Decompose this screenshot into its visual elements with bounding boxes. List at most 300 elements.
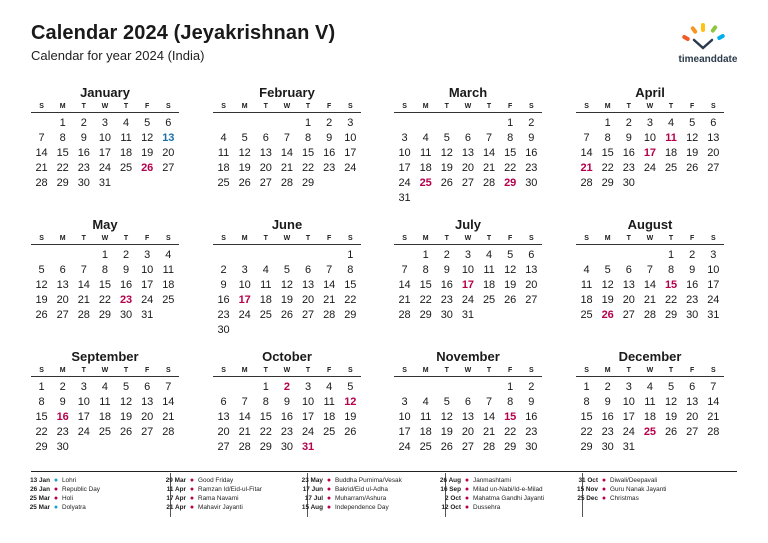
day-cell: 11 (99, 396, 111, 408)
month-name: February (259, 85, 315, 100)
day-cell: 24 (344, 162, 357, 174)
holiday-entry (574, 485, 666, 494)
day-cell: 18 (119, 147, 133, 159)
day-cell: 25 (643, 426, 657, 438)
day-cell: 17 (141, 279, 154, 291)
day-cell: 23 (280, 426, 294, 438)
day-cell: 27 (622, 309, 635, 321)
day-cell: 18 (323, 411, 336, 423)
day-cell: 29 (301, 177, 315, 189)
day-cell: 26 (504, 294, 517, 306)
day-grid (213, 377, 361, 455)
day-cell: 30 (525, 177, 538, 189)
day-cell: 23 (56, 426, 69, 438)
day-cell: 16 (119, 279, 133, 291)
holiday-name: Lohri (62, 477, 77, 484)
weekday-label: T (305, 235, 311, 242)
holiday-name: Good Friday (198, 477, 234, 484)
day-blank (213, 380, 234, 395)
weekday-label: S (347, 103, 353, 110)
day-cell: 16 (440, 279, 453, 291)
day-cell: 11 (665, 132, 677, 144)
holiday-date: 31 Oct (578, 477, 598, 484)
day-cell: 25 (580, 309, 593, 321)
day-cell: 25 (323, 426, 336, 438)
day-cell: 9 (123, 264, 130, 276)
weekday-label: F (327, 235, 332, 242)
weekday-label: M (59, 235, 66, 242)
day-blank (52, 248, 73, 263)
day-cell: 24 (301, 426, 315, 438)
day-cell: 21 (35, 162, 48, 174)
day-blank (394, 380, 415, 395)
bullet-icon: ● (326, 486, 332, 493)
day-cell: 28 (482, 177, 496, 189)
weekday-label: F (690, 235, 695, 242)
weekday-label: W (464, 367, 472, 374)
day-cell: 8 (59, 132, 66, 144)
day-cell: 2 (528, 117, 535, 129)
day-cell: 21 (77, 294, 90, 306)
day-cell: 17 (398, 426, 411, 438)
holiday-name: Bakrid/Eid ul-Adha (335, 486, 388, 493)
day-cell: 11 (323, 396, 335, 408)
weekday-label: W (101, 367, 109, 374)
day-cell: 21 (482, 162, 496, 174)
day-cell: 29 (580, 441, 593, 453)
day-cell: 26 (238, 177, 251, 189)
day-cell: 22 (301, 162, 315, 174)
day-cell: 28 (238, 441, 251, 453)
day-cell: 8 (38, 396, 45, 408)
holiday-date: 25 Mar (29, 504, 50, 511)
day-cell: 13 (461, 147, 475, 159)
holiday-entry (26, 476, 100, 485)
day-cell: 18 (419, 426, 432, 438)
weekday-label: S (165, 235, 171, 242)
day-cell: 23 (440, 294, 453, 306)
day-cell: 21 (398, 294, 411, 306)
month-name: April (635, 85, 665, 100)
weekday-label: S (39, 235, 44, 242)
day-cell: 30 (56, 441, 69, 453)
day-cell: 15 (344, 279, 357, 291)
day-cell: 31 (622, 441, 635, 453)
day-cell: 25 (482, 294, 496, 306)
day-cell: 22 (580, 426, 593, 438)
day-cell: 4 (422, 132, 429, 144)
day-cell: 24 (141, 294, 154, 306)
day-cell: 9 (528, 132, 535, 144)
bullet-icon: ● (464, 486, 470, 493)
holiday-date: 26 Jan (30, 486, 50, 493)
month-name: March (448, 85, 488, 100)
day-cell: 24 (643, 162, 657, 174)
weekday-label: T (626, 367, 631, 374)
day-cell: 2 (220, 264, 227, 276)
day-cell: 3 (305, 381, 312, 393)
day-cell: 25 (119, 162, 133, 174)
day-cell: 27 (707, 162, 720, 174)
day-cell: 5 (443, 396, 450, 408)
day-cell: 14 (280, 147, 294, 159)
bullet-icon: ● (464, 504, 470, 511)
holiday-entry (299, 503, 402, 512)
weekday-label: S (347, 235, 353, 242)
day-cell: 14 (707, 396, 720, 408)
day-cell: 27 (301, 309, 315, 321)
day-cell: 17 (98, 147, 112, 159)
day-cell: 12 (119, 396, 133, 408)
holiday-column (299, 476, 402, 512)
holiday-name: Mahavir Jayanti (198, 504, 243, 511)
holiday-entry (26, 503, 100, 512)
bullet-icon: ● (464, 477, 470, 484)
day-cell: 2 (283, 381, 290, 393)
day-cell: 20 (622, 294, 635, 306)
day-cell: 5 (144, 117, 151, 129)
day-cell: 18 (580, 294, 593, 306)
day-cell: 26 (119, 426, 133, 438)
day-cell: 5 (604, 264, 611, 276)
day-cell: 18 (482, 279, 496, 291)
month-name: May (92, 217, 118, 232)
day-cell: 22 (35, 426, 48, 438)
weekday-label: S (584, 235, 589, 242)
day-cell: 12 (440, 147, 453, 159)
day-cell: 27 (461, 441, 475, 453)
day-cell: 4 (326, 381, 333, 393)
weekday-label: T (123, 235, 129, 242)
day-cell: 10 (398, 411, 411, 423)
day-cell: 17 (301, 411, 315, 423)
day-cell: 30 (217, 324, 230, 336)
day-blank (255, 248, 276, 263)
day-cell: 30 (525, 441, 538, 453)
weekday-label: T (81, 103, 86, 110)
day-cell: 9 (220, 279, 227, 291)
day-cell: 3 (625, 381, 632, 393)
day-cell: 4 (165, 249, 172, 261)
day-blank (213, 116, 234, 131)
day-cell: 6 (262, 132, 269, 144)
month-name: August (627, 217, 673, 232)
weekday-label: W (464, 103, 472, 110)
weekday-label: T (444, 367, 449, 374)
holiday-column (162, 476, 262, 512)
weekday-label: T (668, 367, 674, 374)
day-cell: 7 (401, 264, 408, 276)
day-cell: 18 (259, 294, 272, 306)
day-cell: 6 (710, 117, 717, 129)
day-cell: 3 (144, 249, 151, 261)
day-cell: 30 (280, 441, 294, 453)
day-cell: 19 (344, 411, 357, 423)
day-cell: 3 (101, 117, 108, 129)
day-cell: 28 (280, 177, 294, 189)
day-blank (415, 116, 436, 131)
day-cell: 9 (326, 132, 333, 144)
day-cell: 7 (80, 264, 87, 276)
weekday-label: S (710, 235, 716, 242)
day-cell: 6 (59, 264, 66, 276)
day-cell: 7 (326, 264, 333, 276)
day-cell: 6 (689, 381, 696, 393)
day-cell: 6 (464, 396, 471, 408)
day-cell: 7 (486, 132, 493, 144)
day-blank (436, 116, 457, 131)
day-cell: 2 (80, 117, 87, 129)
day-cell: 23 (119, 294, 133, 306)
holiday-date: 21 Apr (166, 504, 186, 511)
day-cell: 9 (283, 396, 290, 408)
day-cell: 4 (262, 264, 269, 276)
holiday-column (26, 476, 100, 512)
weekday-label: W (646, 367, 654, 374)
holiday-date: 17 Apr (166, 495, 186, 502)
day-cell: 23 (323, 162, 336, 174)
day-cell: 6 (464, 132, 471, 144)
day-cell: 26 (141, 162, 154, 174)
day-cell: 22 (419, 294, 432, 306)
logo-text: timeanddate (678, 54, 738, 65)
day-cell: 1 (668, 249, 675, 261)
month-august (576, 216, 724, 323)
day-cell: 4 (646, 381, 653, 393)
weekday-label: S (710, 103, 716, 110)
day-cell: 7 (283, 132, 290, 144)
holiday-entry (437, 476, 544, 485)
day-cell: 11 (120, 132, 132, 144)
day-cell: 6 (528, 249, 535, 261)
weekday-label: W (283, 367, 291, 374)
weekday-header (31, 365, 179, 377)
day-cell: 10 (707, 264, 720, 276)
day-cell: 20 (686, 411, 699, 423)
day-cell: 26 (280, 309, 294, 321)
day-cell: 29 (35, 441, 48, 453)
day-cell: 18 (419, 162, 432, 174)
day-cell: 31 (707, 309, 720, 321)
day-cell: 8 (305, 132, 312, 144)
day-blank (276, 248, 297, 263)
day-cell: 23 (217, 309, 230, 321)
day-cell: 14 (323, 279, 336, 291)
day-cell: 26 (664, 426, 678, 438)
weekday-label: W (646, 235, 654, 242)
day-cell: 13 (217, 411, 230, 423)
weekday-label: T (123, 367, 129, 374)
day-cell: 7 (583, 132, 590, 144)
day-cell: 15 (504, 411, 517, 423)
day-cell: 11 (217, 147, 230, 159)
day-cell: 26 (440, 177, 453, 189)
weekday-label: T (263, 235, 268, 242)
day-cell: 25 (419, 177, 432, 189)
holiday-name: Milad un-Nabi/Id-e-Milad (473, 486, 543, 493)
weekday-label: M (604, 235, 611, 242)
holiday-date: 12 Oct (441, 504, 461, 511)
day-cell: 5 (123, 381, 130, 393)
day-cell: 17 (622, 411, 635, 423)
day-cell: 6 (220, 396, 227, 408)
day-cell: 29 (259, 441, 272, 453)
day-cell: 12 (238, 147, 251, 159)
holiday-date: 17 Jun (302, 486, 323, 493)
day-cell: 20 (525, 279, 538, 291)
day-cell: 7 (646, 264, 653, 276)
holiday-entry (574, 476, 666, 485)
day-cell: 27 (141, 426, 154, 438)
day-cell: 15 (601, 147, 614, 159)
day-cell: 8 (668, 264, 675, 276)
weekday-header (394, 365, 542, 377)
weekday-header (213, 233, 361, 245)
day-cell: 3 (710, 249, 717, 261)
weekday-label: T (486, 103, 492, 110)
weekday-label: S (347, 367, 353, 374)
day-cell: 6 (165, 117, 172, 129)
day-cell: 10 (301, 396, 315, 408)
holiday-date: 17 Jul (304, 495, 323, 502)
weekday-label: F (508, 367, 513, 374)
day-cell: 10 (622, 396, 635, 408)
holiday-date: 15 Aug (301, 504, 323, 511)
day-cell: 10 (141, 264, 154, 276)
day-cell: 5 (283, 264, 290, 276)
day-cell: 10 (461, 264, 475, 276)
day-cell: 16 (280, 411, 294, 423)
weekday-label: S (528, 367, 534, 374)
day-cell: 8 (507, 396, 514, 408)
day-cell: 25 (419, 441, 432, 453)
day-cell: 31 (461, 309, 475, 321)
day-cell: 21 (162, 411, 175, 423)
day-cell: 14 (643, 279, 657, 291)
weekday-label: W (101, 103, 109, 110)
day-cell: 13 (162, 132, 175, 144)
day-cell: 2 (604, 381, 611, 393)
weekday-header (576, 101, 724, 113)
day-cell: 28 (77, 309, 90, 321)
weekday-header (213, 365, 361, 377)
day-blank (276, 116, 297, 131)
day-cell: 26 (686, 162, 699, 174)
weekday-label: S (528, 103, 534, 110)
weekday-label: F (145, 367, 150, 374)
holiday-name: Guru Nanak Jayanti (610, 486, 667, 493)
weekday-label: M (422, 103, 429, 110)
day-blank (457, 380, 478, 395)
day-grid (394, 245, 542, 323)
day-cell: 28 (482, 441, 496, 453)
weekday-label: S (221, 103, 226, 110)
day-cell: 15 (35, 411, 48, 423)
month-june (213, 216, 361, 338)
day-grid (213, 113, 361, 191)
weekday-label: S (39, 367, 44, 374)
day-cell: 21 (707, 411, 720, 423)
day-cell: 13 (461, 411, 475, 423)
day-cell: 28 (162, 426, 175, 438)
weekday-label: S (39, 103, 44, 110)
holiday-date: 26 Aug (439, 477, 461, 484)
day-cell: 11 (260, 279, 272, 291)
day-cell: 22 (601, 162, 614, 174)
day-cell: 19 (664, 411, 678, 423)
footer-divider (31, 471, 737, 472)
day-cell: 15 (56, 147, 69, 159)
month-december (576, 348, 724, 455)
day-blank (479, 116, 500, 131)
day-blank (255, 116, 276, 131)
day-cell: 19 (504, 279, 517, 291)
day-grid (31, 113, 179, 191)
bullet-icon: ● (189, 504, 195, 511)
day-cell: 12 (504, 264, 517, 276)
day-blank (234, 248, 255, 263)
day-cell: 4 (486, 249, 493, 261)
bullet-icon: ● (189, 495, 195, 502)
day-blank (436, 380, 457, 395)
weekday-label: F (508, 103, 513, 110)
day-cell: 9 (59, 396, 66, 408)
day-cell: 31 (398, 192, 411, 204)
weekday-label: W (283, 103, 291, 110)
holiday-date: 29 Mar (165, 477, 186, 484)
day-cell: 17 (707, 279, 720, 291)
day-cell: 26 (344, 426, 357, 438)
weekday-label: T (263, 367, 268, 374)
day-cell: 12 (280, 279, 294, 291)
holiday-entry (162, 485, 262, 494)
day-cell: 9 (443, 264, 450, 276)
day-cell: 19 (686, 147, 699, 159)
day-cell: 7 (38, 132, 45, 144)
day-cell: 28 (580, 177, 593, 189)
day-blank (31, 248, 52, 263)
day-blank (618, 248, 639, 263)
day-cell: 1 (101, 249, 108, 261)
weekday-label: F (690, 367, 695, 374)
day-cell: 27 (525, 294, 538, 306)
holiday-entry (162, 503, 262, 512)
day-cell: 1 (507, 117, 514, 129)
day-cell: 17 (398, 162, 411, 174)
weekday-header (31, 101, 179, 113)
weekday-label: T (486, 235, 492, 242)
day-cell: 24 (461, 294, 475, 306)
day-cell: 15 (301, 147, 315, 159)
weekday-label: F (145, 103, 150, 110)
day-grid (394, 377, 542, 455)
month-november (394, 348, 542, 455)
day-cell: 8 (604, 132, 611, 144)
holiday-entry (574, 494, 666, 503)
holiday-name: Mahatma Gandhi Jayanti (473, 495, 545, 502)
day-cell: 8 (101, 264, 108, 276)
weekday-label: S (584, 367, 589, 374)
day-cell: 10 (398, 147, 411, 159)
day-cell: 5 (507, 249, 514, 261)
day-cell: 16 (525, 147, 538, 159)
day-cell: 1 (583, 381, 590, 393)
day-cell: 4 (101, 381, 108, 393)
day-cell: 12 (141, 132, 154, 144)
holiday-name: Republic Day (62, 486, 101, 493)
day-cell: 5 (241, 132, 248, 144)
day-cell: 30 (77, 177, 90, 189)
